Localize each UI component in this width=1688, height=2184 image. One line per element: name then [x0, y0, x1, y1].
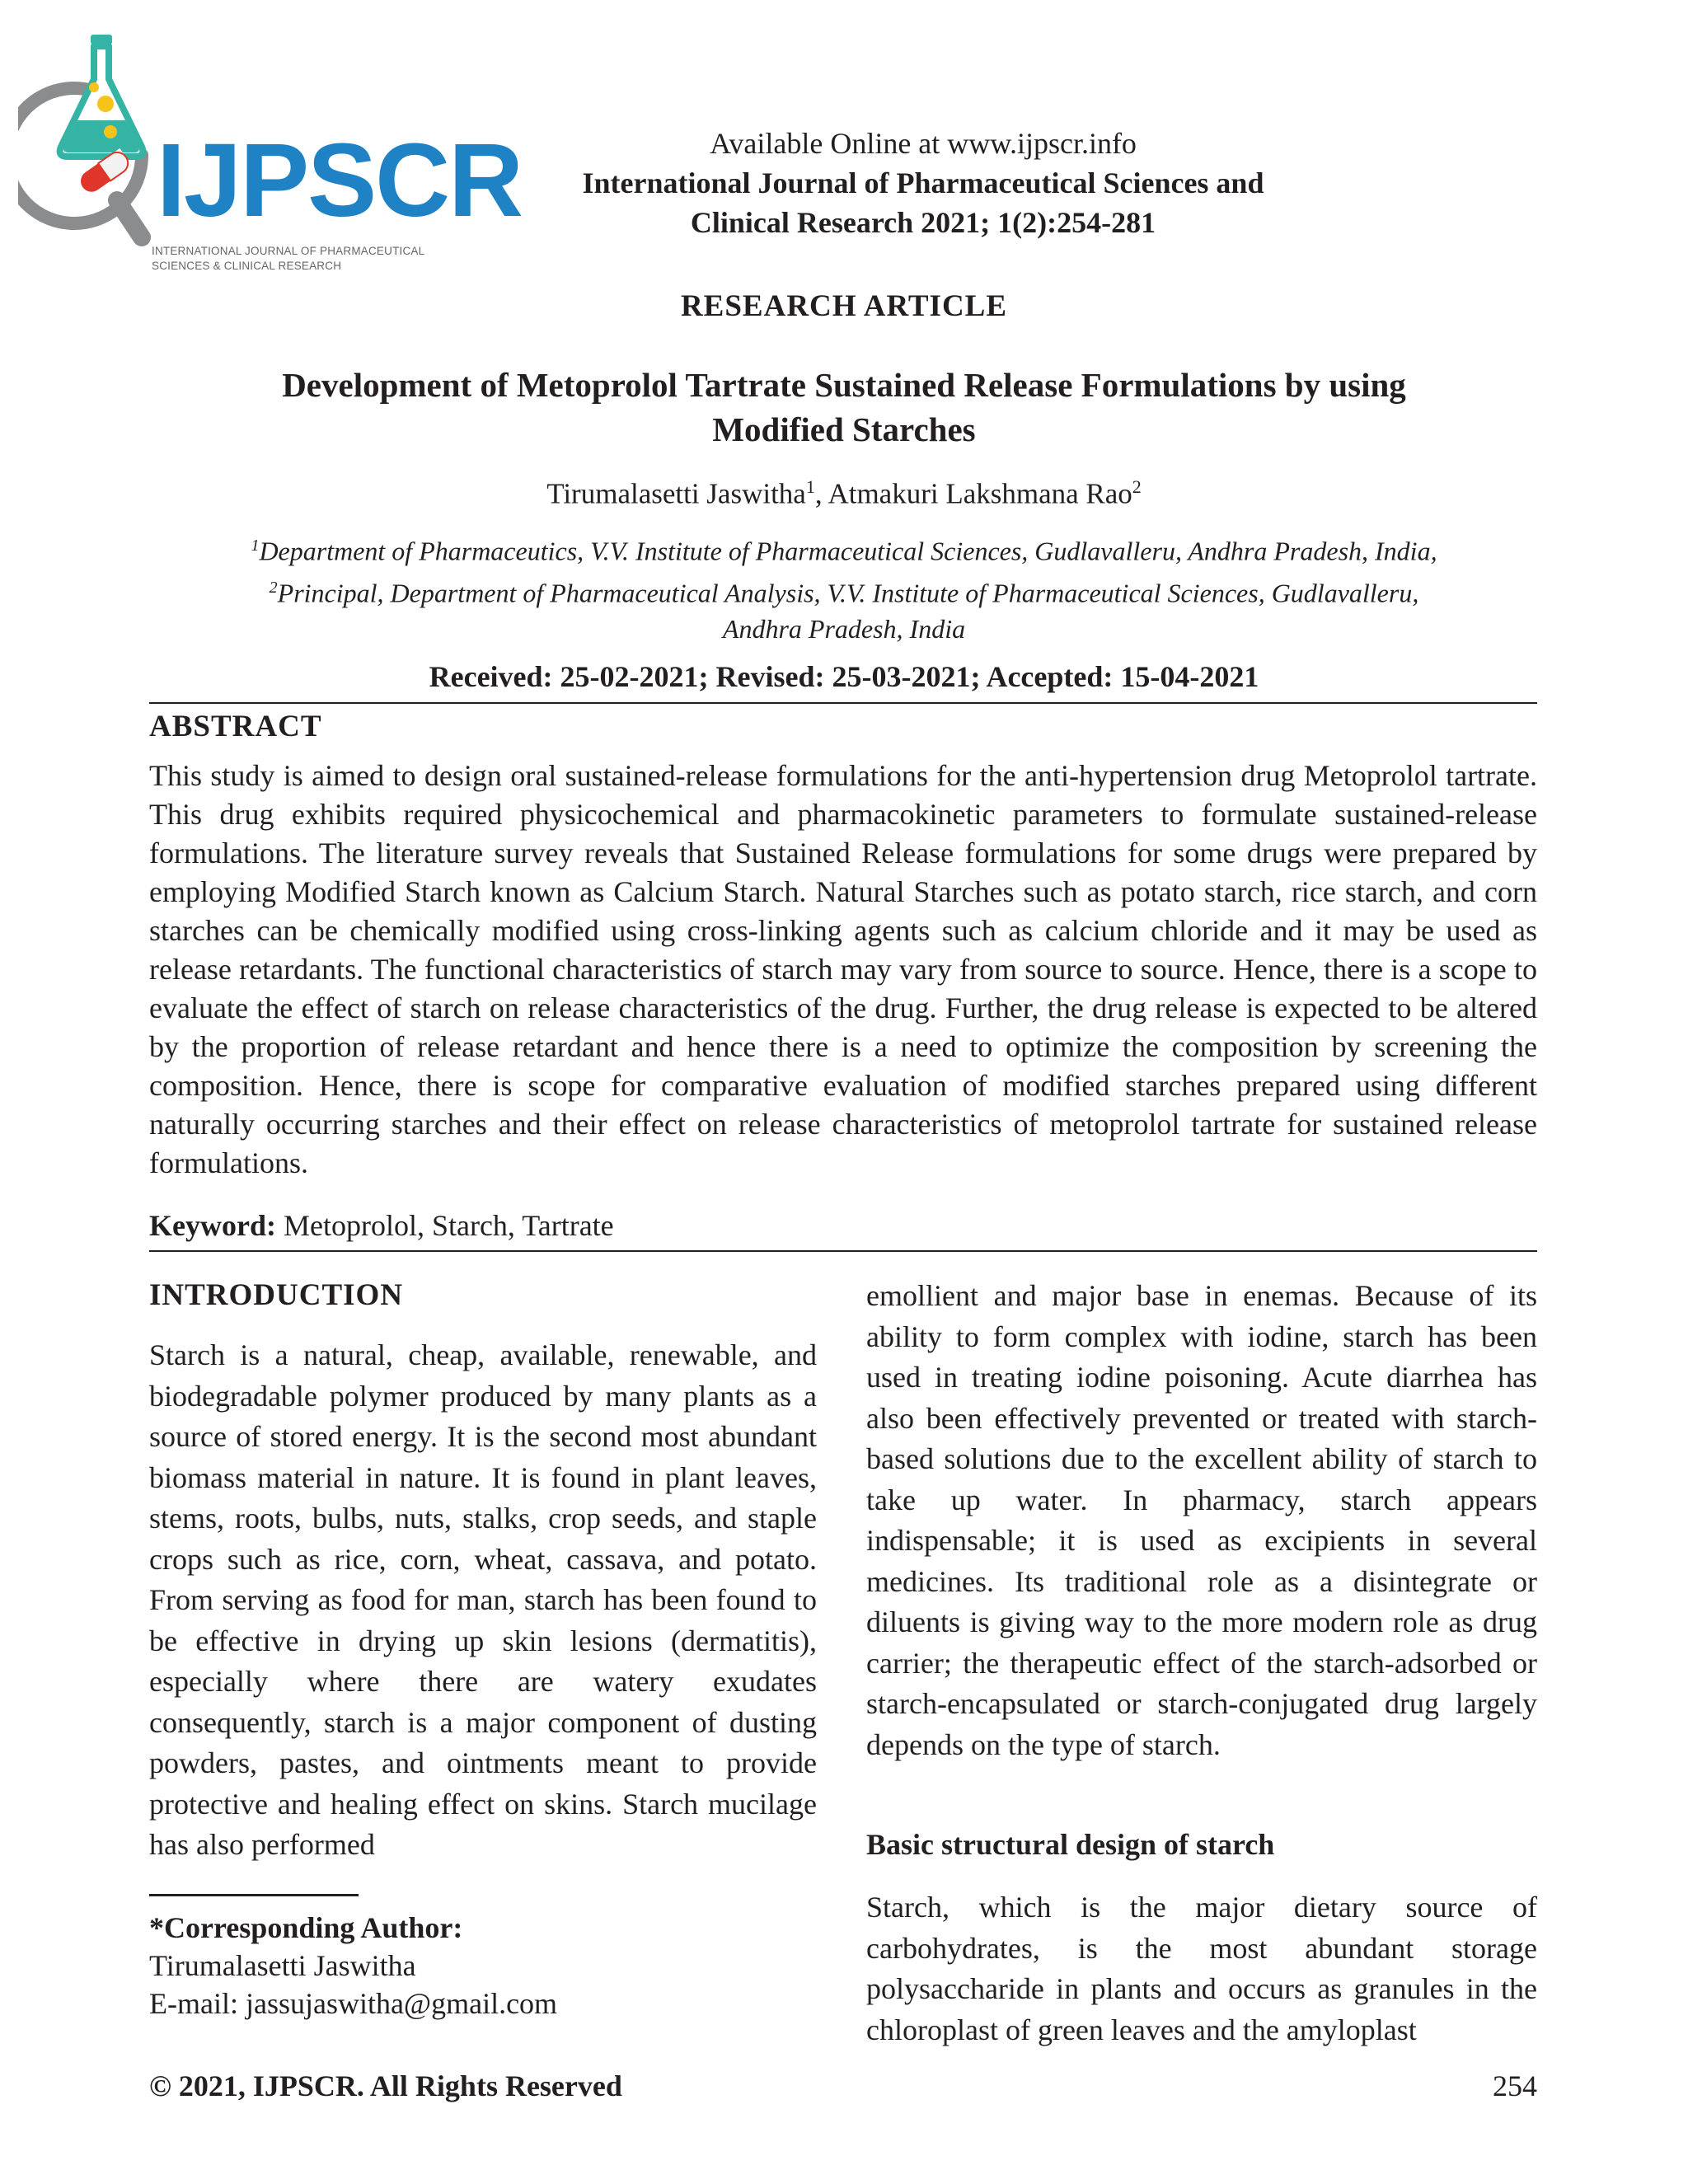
title-line1: Development of Metoprolol Tartrate Sustained Release Formulations by using: [282, 366, 1406, 404]
corresponding-author-email: E-mail: jassujaswitha@gmail.com: [149, 1987, 558, 2020]
affiliation-2-cont: Andhra Pradesh, India: [722, 614, 966, 644]
left-column: [149, 1276, 817, 1866]
introduction-body: Starch is a natural, cheap, available, renewable, and biodegradable polymer produced by many plants as a source of stored energy. It is the second most abundant biomass material in nature. It is found in plant leaves, stems, roots, bulbs, nuts, stalks, crop seeds, and staple crops such as rice, corn, wheat, cassava, and potato. From serving as food for man, starch has been found to be effective in drying up skin lesions (dermatitis), especially where there are watery exudates consequently, starch is a major component of dusting powders, pastes, and ointments meant to provide protective and healing effect on skins. Starch mucilage has also performed: [149, 1338, 817, 1861]
affiliation-mark: 1: [251, 537, 260, 555]
author-name: Tirumalasetti Jaswitha: [546, 477, 806, 510]
keywords-values: Metoprolol, Starch, Tartrate: [275, 1209, 614, 1242]
affiliation-2: [0, 569, 1688, 612]
journal-wordmark: IJPSCR: [157, 122, 523, 238]
journal-name-line2: Clinical Research 2021; 1(2):254-281: [690, 206, 1156, 239]
keywords: [149, 1207, 614, 1245]
journal-logo: [18, 31, 523, 272]
abstract-body: This study is aimed to design oral sustained-release formulations for the anti-hypertension drug Metoprolol tartrate. This drug exhibits required physicochemical and pharmacokinetic parameters to formulate sustained-release formulations. The literature survey reveals that Sustained Release formulations for some drugs were prepared by employing Modified Starch known as Calcium Starch. Natural Starches such as potato starch, rice starch, and corn starches can be chemically modified using cross-linking agents such as calcium chloride and it may be used as release retardants. The functional characteristics of starch may vary from source to source. Hence, there is a scope to evaluate the effect of starch on release characteristics of the drug. Further, the drug release is expected to be altered by the proportion of release retardant and hence there is a need to optimize the composition by screening the composition. Hence, there is scope for comparative evaluation of modified starches prepared using different naturally occurring starches and their effect on release characteristics of metoprolol tartrate for sustained release formulations.: [149, 759, 1537, 1179]
article-title: [0, 363, 1688, 452]
introduction-continuation: emollient and major base in enemas. Because of its ability to form complex with iodine, starch has been used in treating iodine poisoning. Acute diarrhea has also been effectively prevented or treated with starch-based solutions due to the excellent ability of starch to take up water. In pharmacy, starch appears indispensable; it is used as excipients in several medicines. Its traditional role as a disintegrate or diluents is giving way to the more modern role as drug carrier; the therapeutic effect of the starch-adsorbed or starch-encapsulated or starch-conjugated drug largely depends on the type of starch.: [866, 1279, 1537, 1761]
author-name: Atmakuri Lakshmana Rao: [828, 477, 1132, 510]
corresponding-author: [149, 1909, 557, 2022]
logo-subtitle-line2: SCIENCES & CLINICAL RESEARCH: [152, 260, 342, 272]
affiliation-mark: 2: [269, 578, 278, 597]
divider: [149, 1250, 1537, 1252]
author-separator: ,: [814, 477, 828, 510]
article-dates: Received: 25-02-2021; Revised: 25-03-2021; Accepted: 15-04-2021: [429, 660, 1259, 693]
introduction-heading: INTRODUCTION: [149, 1278, 404, 1312]
structure-body: Starch, which is the major dietary source of carbohydrates, is the most abundant storage polysaccharide in plants and occurs as granules in the chloroplast of green leaves and the amyloplast: [866, 1891, 1537, 2046]
keywords-label: Keyword:: [149, 1209, 276, 1242]
corresponding-author-name: Tirumalasetti Jaswitha: [149, 1949, 416, 1982]
author-affil-mark: 2: [1132, 476, 1142, 497]
right-column: [866, 1276, 1537, 2050]
journal-logo-subtitle: [152, 244, 498, 274]
available-online-text: Available Online at www.ijpscr.info: [710, 127, 1137, 160]
affiliation-text: Department of Pharmaceutics, V.V. Institute of Pharmaceutical Sciences, Gudlavalleru, Andhra Pradesh, India,: [259, 536, 1437, 566]
divider: [149, 702, 1537, 704]
structure-heading: Basic structural design of starch: [866, 1828, 1275, 1861]
title-line2: Modified Starches: [712, 410, 976, 448]
affiliation-1: [0, 527, 1688, 569]
author-affil-mark: 1: [805, 476, 815, 497]
article-type: RESEARCH ARTICLE: [680, 289, 1008, 323]
abstract-heading: ABSTRACT: [149, 710, 322, 743]
logo-subtitle-line1: INTERNATIONAL JOURNAL OF PHARMACEUTICAL: [152, 245, 425, 257]
footnote-divider: [149, 1894, 359, 1896]
copyright-notice: © 2021, IJPSCR. All Rights Reserved: [149, 2069, 622, 2102]
corresponding-author-heading: *Corresponding Author:: [149, 1911, 463, 1944]
author-list: [0, 476, 1688, 511]
affiliation-text: Principal, Department of Pharmaceutical Analysis, V.V. Institute of Pharmaceutical Sciences, Gudlavalleru,: [277, 578, 1419, 608]
affiliations: [0, 527, 1688, 647]
page-number: 254: [1493, 2069, 1537, 2102]
journal-name-line1: International Journal of Pharmaceutical Sciences and: [582, 166, 1264, 199]
